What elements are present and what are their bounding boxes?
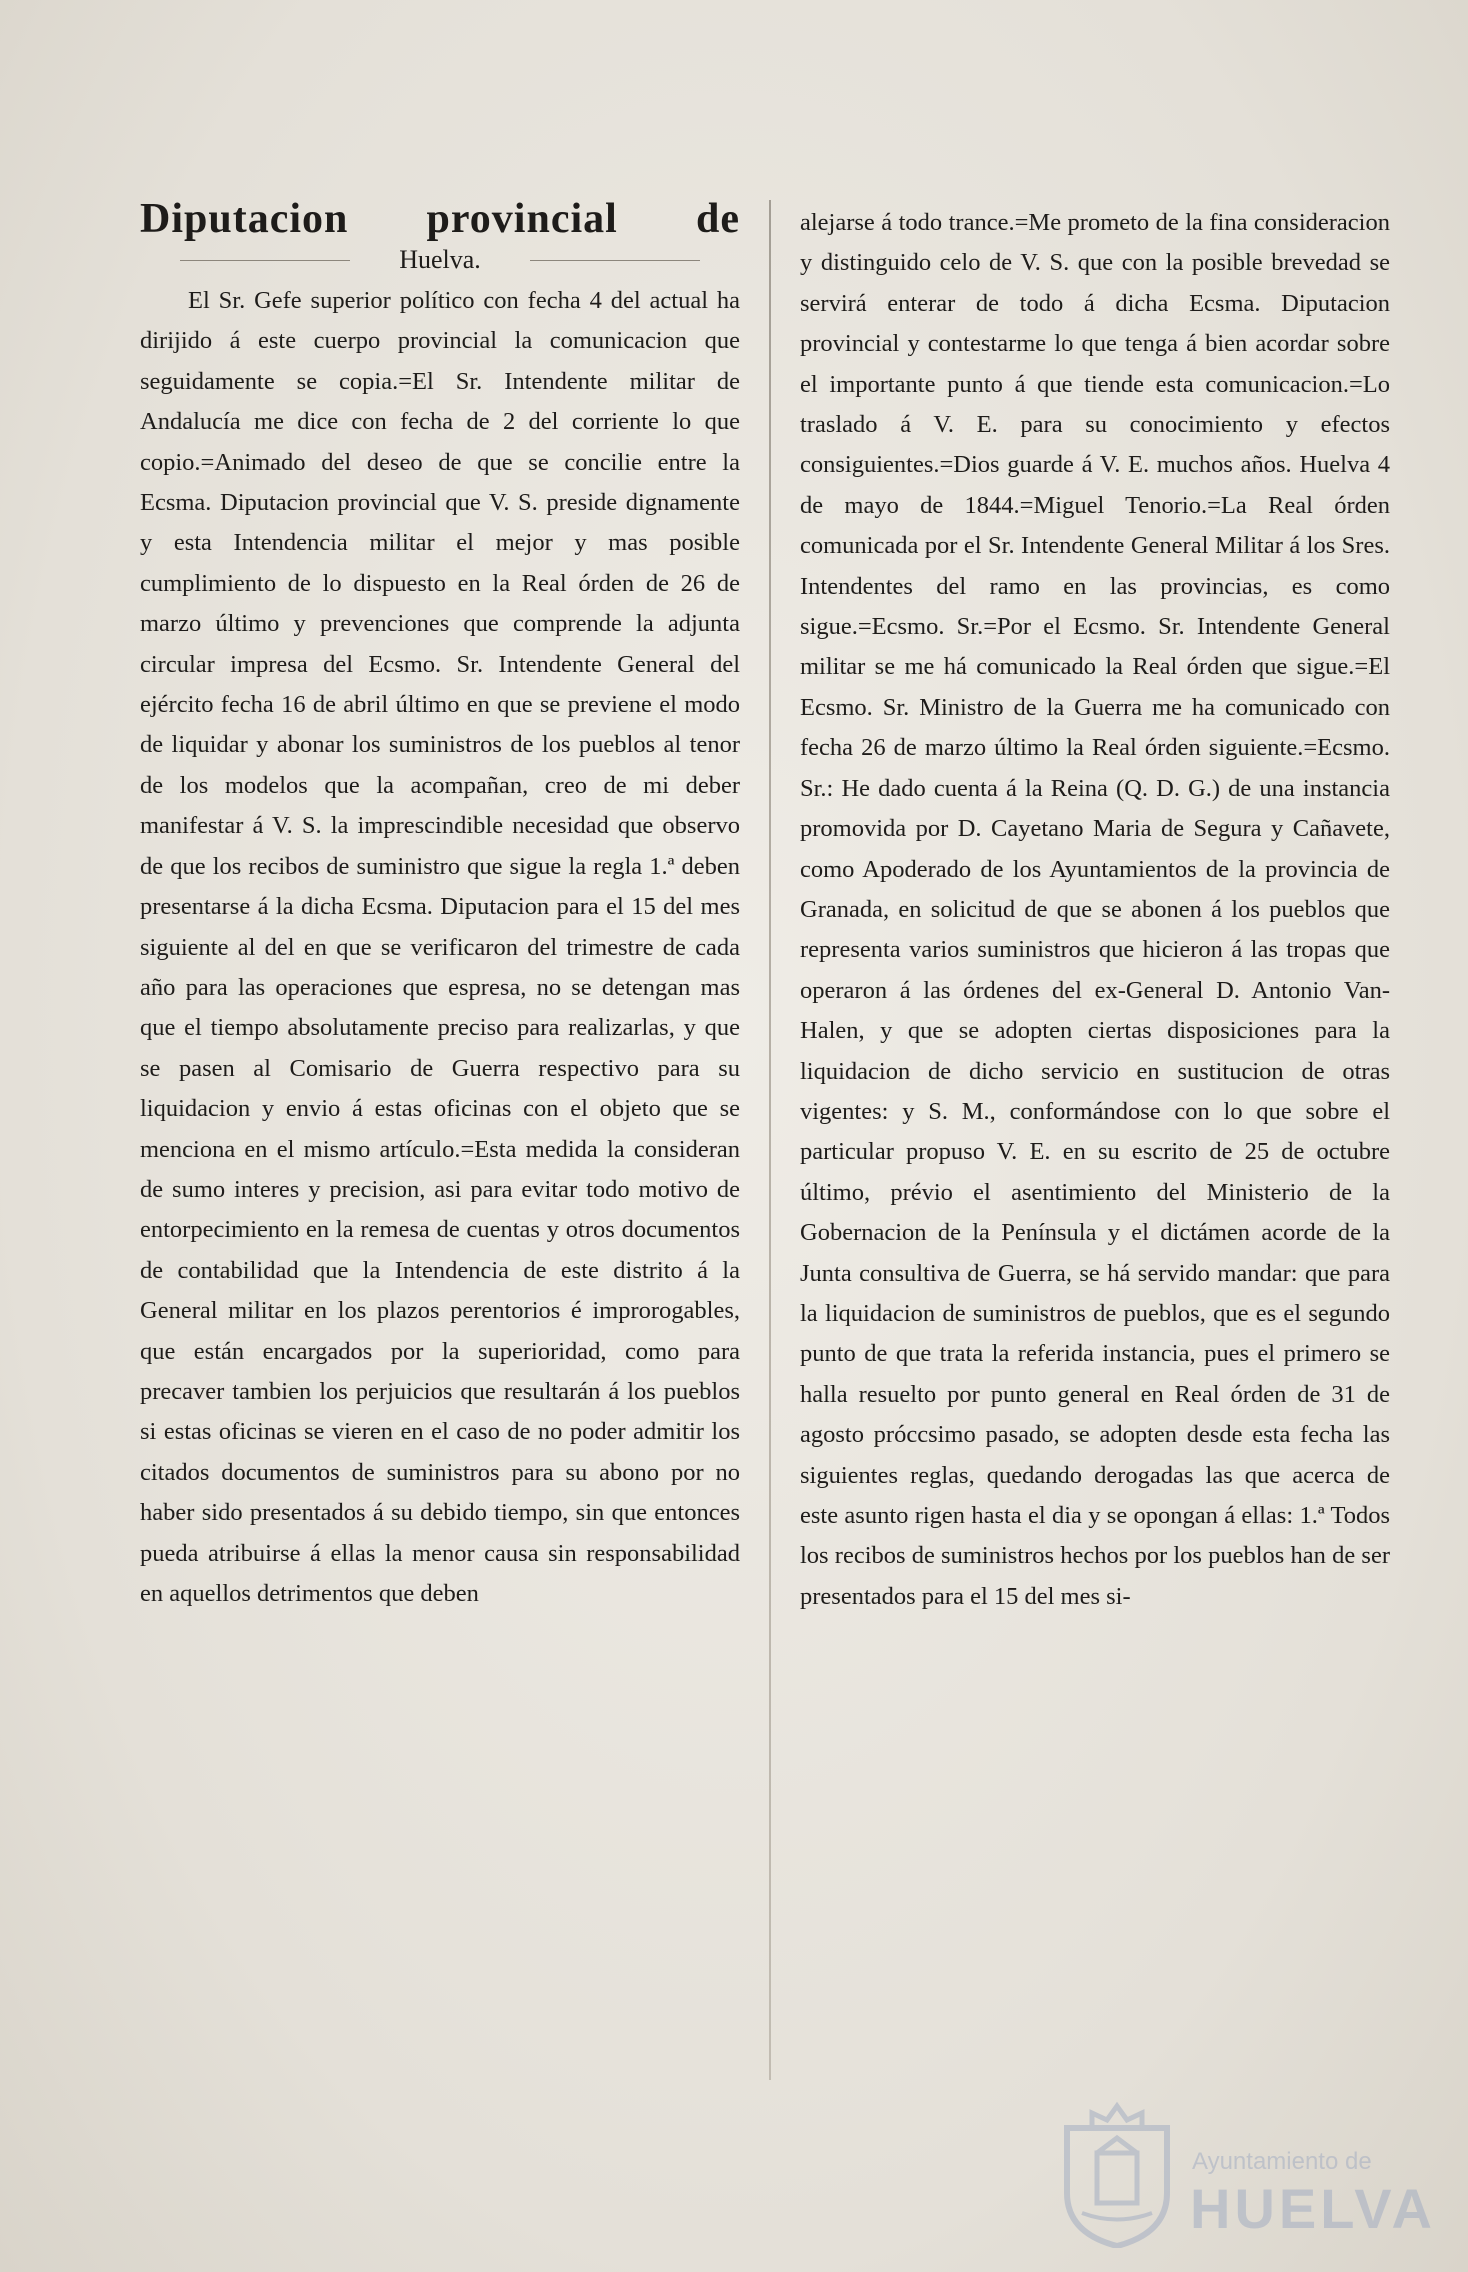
left-column [140,195,740,1614]
right-column-text: alejarse á todo trance.=Me prometo de la fina consideracion y distinguido celo de V. S. que con la posible brevedad se servirá enterar de todo á dicha Ecsma. Diputacion provincial y contestarme lo que tenga á bien acordar sobre el importante punto á que tiende esta comunicacion.=Lo traslado á V. E. para su conocimiento y efectos consiguientes.=Dios guarde á V. E. muchos años. Huelva 4 de mayo de 1844.=Miguel Tenorio.=La Real órden comunicada por el Sr. Intendente General Militar á los Sres. Intendentes del ramo en las provincias, es como sigue.=Ecsmo. Sr.=Por el Ecsmo. Sr. Intendente General militar se me há comunicado la Real órden que sigue.=El Ecsmo. Sr. Ministro de la Guerra me ha comunicado con fecha 26 de marzo último la Real órden siguiente.=Ecsmo. Sr.: He dado cuenta á la Reina (Q. D. G.) de una instancia promovida por D. Cayetano Maria de Segura y Cañavete, como Apoderado de los Ayuntamientos de la provincia de Granada, en solicitud de que se abonen á los pueblos que representa varios suministros que hicieron á las tropas que operaron á las órdenes del ex-General D. Antonio Van-Halen, y que se adopten ciertas disposiciones para la liquidacion de dicho servicio en sustitucion de otras vigentes: y S. M., conformándose con lo que sobre el particular propuso V. E. en su escrito de 25 de octubre último, prévio el asentimiento del Ministerio de la Gobernacion de la Península y el dictámen acorde de la Junta consultiva de Guerra, se há servido mandar: que para la liquidacion de suministros de pueblos, que es el segundo punto de que trata la referida instancia, pues el primero se halla resuelto por punto general en Real órden de 31 de agosto próccsimo pasado, se adopten desde esta fecha las siguientes reglas, quedando derogadas las que acerca de este asunto rigen hasta el dia y se opongan á ellas: 1.ª Todos los recibos de suministros hechos por los pueblos han de ser presentados para el 15 del mes si- [800,209,1390,1610]
column-divider [769,200,771,2080]
left-column-text: El Sr. Gefe superior político con fecha 4 del actual ha dirijido á este cuerpo provincial la comunicacion que seguidamente se copia.=El Sr. Intendente militar de Andalucía me dice con fecha de 2 del corriente lo que copio.=Animado del deseo de que se concilie entre la Ecsma. Diputacion provincial que V. S. preside dignamente y esta Intendencia militar el mejor y mas posible cumplimiento de lo dispuesto en la Real órden de 26 de marzo último y prevenciones que comprende la adjunta circular impresa del Ecsmo. Sr. Intendente General del ejército fecha 16 de abril último en que se previene el modo de liquidar y abonar los suministros de los pueblos al tenor de los modelos que la acompañan, creo de mi deber manifestar á V. S. la imprescindible necesidad que observo de que los recibos de suministro que sigue la regla 1.ª deben presentarse á la dicha Ecsma. Diputacion para el 15 del mes siguiente al del en que se verificaron del trimestre de cada año para las operaciones que espresa, no se detengan mas que el tiempo absolutamente preciso para realizarlas, y que se pasen al Comisario de Guerra respectivo para su liquidacion y envio á estas oficinas con el objeto que se menciona en el mismo artículo.=Esta medida la consideran de sumo interes y precision, asi para evitar todo motivo de entorpecimiento en la remesa de cuentas y otros documentos de contabilidad que la Intendencia de este distrito á la General militar en los plazos perentorios é improrogables, que están encargados por la superioridad, como para precaver tambien los perjuicios que resultarán á los pueblos si estas oficinas se vieren en el caso de no poder admitir los citados documentos de suministros para su abono por no haber sido presentados á su debido tiempo, sin que entonces pueda atribuirse á ellas la menor causa sin responsabilidad en aquellos detrimentos que deben [140,287,740,1607]
huelva-coat-of-arms-icon [1052,2098,1182,2248]
page-title: Diputacion provincial de [140,196,740,242]
page-title-continued: Huelva. [140,243,740,277]
watermark-line1: Ayuntamiento de [1192,2148,1372,2175]
watermark [1052,2098,1436,2248]
right-column [800,203,1390,1617]
watermark-line2: HUELVA [1190,2177,1436,2240]
